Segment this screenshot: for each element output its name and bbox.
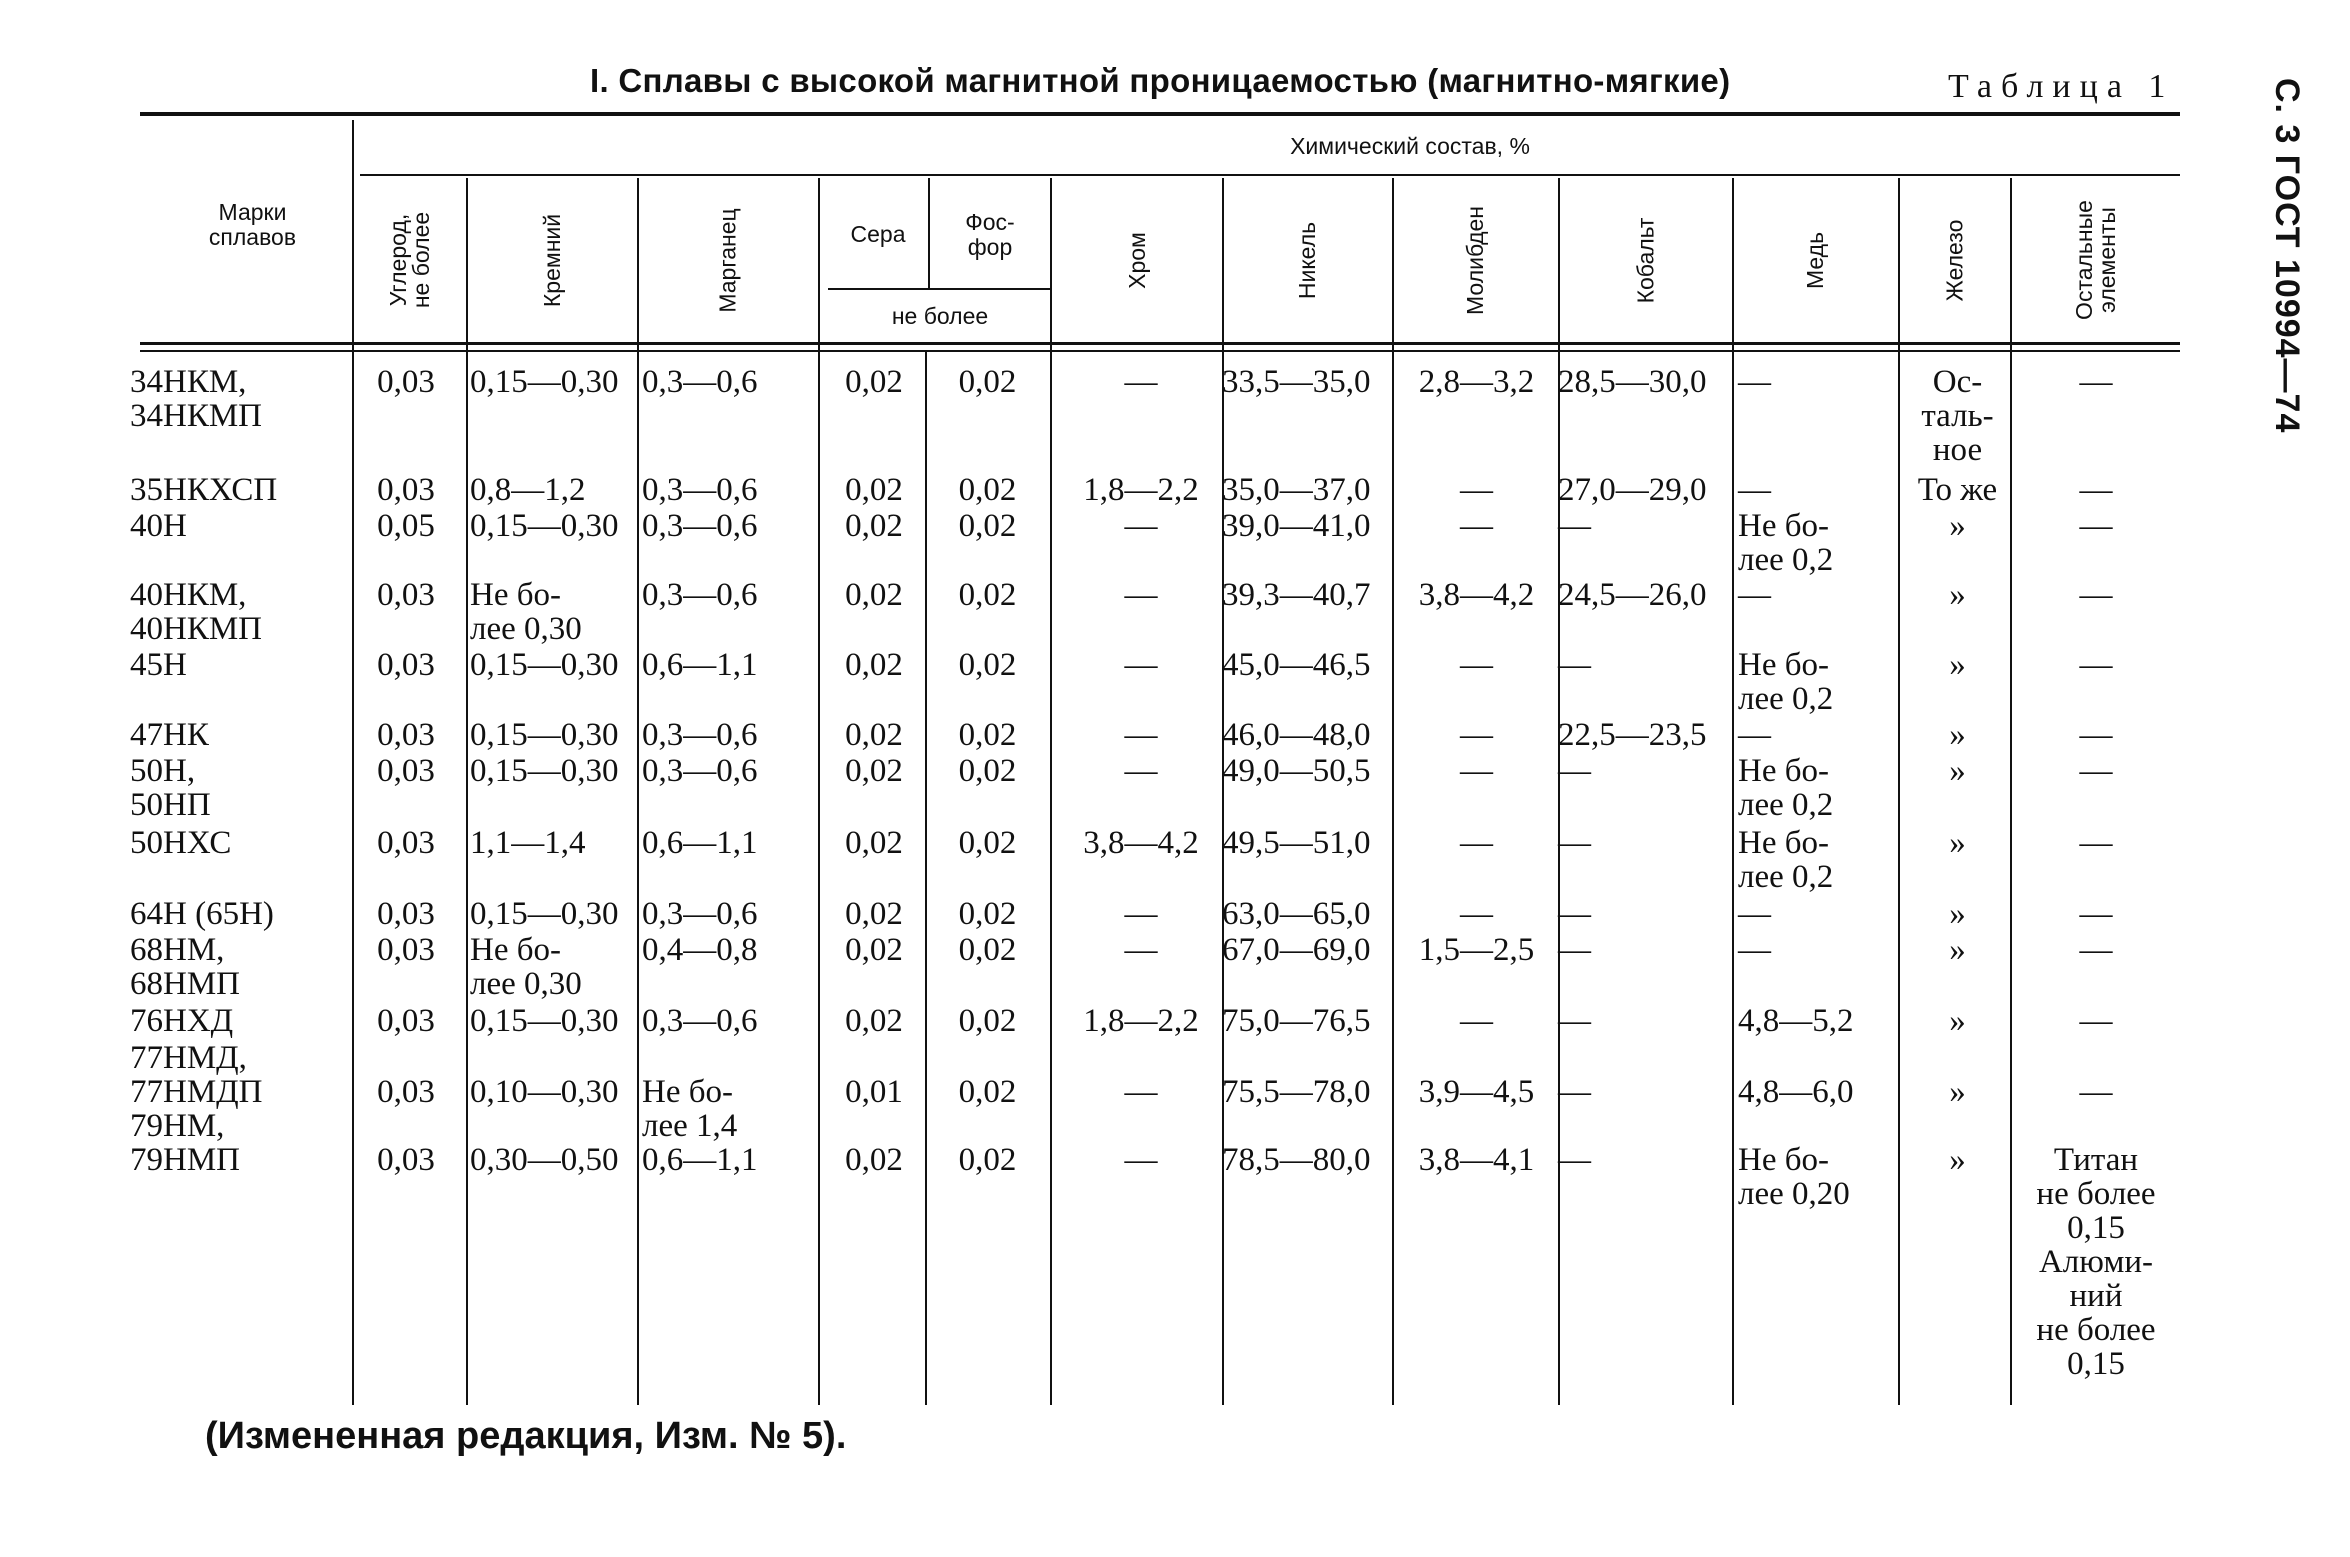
column-divider — [466, 178, 468, 1405]
header-molybdenum: Молибден — [1462, 205, 1489, 315]
grade-cell: 35НКХСП — [130, 472, 278, 508]
sulfur-cell: 0,02 — [845, 1003, 903, 1039]
other-elements-cell: — — [2079, 717, 2113, 753]
cobalt-cell: — — [1558, 1142, 1591, 1178]
chromium-cell: — — [1124, 577, 1158, 613]
header-nickel: Никель — [1294, 221, 1321, 299]
silicon-cell: 0,15—0,30 — [470, 364, 619, 400]
carbon-cell: 0,03 — [377, 647, 435, 683]
other-elements-cell: — — [2079, 825, 2113, 861]
silicon-cell: 0,15—0,30 — [470, 896, 619, 932]
header-bottom-rule — [140, 342, 2180, 345]
manganese-cell: 0,3—0,6 — [642, 717, 758, 753]
sulfur-cell: 0,02 — [845, 932, 903, 968]
grade-cell: 40Н — [130, 508, 187, 544]
copper-cell: — — [1738, 896, 1771, 932]
carbon-cell: 0,03 — [377, 896, 435, 932]
column-divider — [1558, 178, 1560, 1405]
chromium-cell: — — [1124, 932, 1158, 968]
nickel-cell: 63,0—65,0 — [1222, 896, 1371, 932]
sulfur-cell: 0,02 — [845, 825, 903, 861]
cobalt-cell: — — [1558, 1003, 1591, 1039]
iron-cell: » — [1949, 508, 1966, 544]
header-carbon: Углерод, не более — [384, 211, 434, 309]
standard-side-label: С. 3 ГОСТ 10994—74 — [2268, 78, 2306, 434]
nickel-cell: 75,0—76,5 — [1222, 1003, 1371, 1039]
header-chemical-composition: Химический состав, % — [1290, 133, 1530, 159]
sulfur-cell: 0,02 — [845, 896, 903, 932]
amendment-note: (Измененная редакция, Изм. № 5). — [205, 1415, 847, 1457]
silicon-cell: 0,15—0,30 — [470, 647, 619, 683]
chromium-cell: 3,8—4,2 — [1083, 825, 1199, 861]
phosphorus-cell: 0,02 — [958, 647, 1017, 683]
sulfur-cell: 0,02 — [845, 364, 903, 400]
nickel-cell: 49,5—51,0 — [1222, 825, 1371, 861]
chromium-cell: — — [1124, 364, 1158, 400]
copper-cell: Не бо- лее 0,2 — [1738, 647, 1834, 717]
other-elements-cell: — — [2079, 472, 2113, 508]
cobalt-cell: — — [1558, 647, 1591, 683]
grade-cell: 79НМ, 79НМП — [130, 1108, 241, 1178]
phosphorus-cell: 0,02 — [958, 1074, 1017, 1110]
other-elements-cell: — — [2079, 508, 2113, 544]
header-grade: Марки сплавов — [208, 199, 297, 250]
iron-cell: » — [1949, 1003, 1966, 1039]
grade-cell: 40НКМ, 40НКМП — [130, 577, 263, 647]
iron-cell: » — [1949, 1074, 1966, 1110]
copper-cell: — — [1738, 364, 1771, 400]
copper-cell: Не бо- лее 0,2 — [1738, 508, 1834, 578]
grade-cell: 50Н, 50НП — [130, 753, 211, 823]
sulfur-cell: 0,02 — [845, 472, 903, 508]
sulfur-phosphorus-rule — [828, 288, 1050, 290]
manganese-cell: 0,6—1,1 — [642, 825, 758, 861]
nickel-cell: 39,3—40,7 — [1222, 577, 1371, 613]
copper-cell: — — [1738, 577, 1771, 613]
phosphorus-cell: 0,02 — [958, 472, 1017, 508]
carbon-cell: 0,03 — [377, 364, 435, 400]
manganese-cell: 0,6—1,1 — [642, 647, 758, 683]
manganese-cell: 0,3—0,6 — [642, 753, 758, 789]
silicon-cell: 1,1—1,4 — [470, 825, 586, 861]
molybdenum-cell: — — [1460, 753, 1493, 789]
chromium-cell: — — [1124, 508, 1158, 544]
iron-cell: » — [1949, 647, 1966, 683]
manganese-cell: 0,3—0,6 — [642, 472, 758, 508]
carbon-cell: 0,03 — [377, 825, 435, 861]
manganese-cell: 0,3—0,6 — [642, 508, 758, 544]
iron-cell: » — [1949, 577, 1966, 613]
other-elements-cell: — — [2079, 364, 2113, 400]
header-phosphorus: Фос- фор — [965, 209, 1015, 260]
grade-cell: 34НКМ, 34НКМП — [130, 364, 263, 434]
grade-cell: 76НХД — [130, 1003, 234, 1039]
nickel-cell: 33,5—35,0 — [1222, 364, 1371, 400]
chromium-cell: — — [1124, 717, 1158, 753]
copper-cell: — — [1738, 717, 1771, 753]
column-divider — [1050, 178, 1052, 1405]
copper-cell: — — [1738, 472, 1771, 508]
section-title: I. Сплавы с высокой магнитной проницаемостью (магнитно-мягкие) — [590, 62, 1731, 99]
copper-cell: Не бо- лее 0,20 — [1738, 1142, 1850, 1212]
manganese-cell: 0,4—0,8 — [642, 932, 758, 968]
cobalt-cell: 22,5—23,5 — [1558, 717, 1707, 753]
nickel-cell: 49,0—50,5 — [1222, 753, 1371, 789]
grade-cell: 77НМД, 77НМДП — [130, 1040, 263, 1110]
header-silicon: Кремний — [538, 213, 565, 307]
other-elements-cell: — — [2079, 577, 2113, 613]
silicon-cell: 0,8—1,2 — [470, 472, 586, 508]
column-divider — [818, 178, 820, 1405]
silicon-cell: 0,15—0,30 — [470, 753, 619, 789]
table-top-rule — [140, 112, 2180, 116]
table-label: Таблица 1 — [1948, 68, 2175, 105]
carbon-cell: 0,05 — [377, 508, 435, 544]
silicon-cell: 0,15—0,30 — [470, 1003, 619, 1039]
sulfur-cell: 0,02 — [845, 577, 903, 613]
carbon-cell: 0,03 — [377, 577, 435, 613]
header-copper: Медь — [1802, 231, 1829, 289]
chromium-cell: — — [1124, 1074, 1158, 1110]
other-elements-cell: — — [2079, 1003, 2113, 1039]
other-elements-cell: — — [2079, 753, 2113, 789]
chromium-cell: — — [1124, 896, 1158, 932]
header-other-elements: Остальные элементы — [2070, 200, 2120, 320]
grade-cell: 45Н — [130, 647, 187, 683]
cobalt-cell: — — [1558, 1074, 1591, 1110]
molybdenum-cell: — — [1460, 472, 1493, 508]
column-divider — [1732, 178, 1734, 1405]
carbon-cell: 0,03 — [377, 472, 435, 508]
sulfur-cell: 0,01 — [845, 1074, 903, 1110]
phosphorus-cell: 0,02 — [958, 508, 1017, 544]
cobalt-cell: — — [1558, 932, 1591, 968]
molybdenum-cell: 2,8—3,2 — [1418, 364, 1535, 400]
other-elements-cell: — — [2079, 647, 2113, 683]
silicon-cell: 0,30—0,50 — [470, 1142, 619, 1178]
header-iron: Железо — [1941, 219, 1968, 301]
carbon-cell: 0,03 — [377, 1142, 435, 1178]
cobalt-cell: — — [1558, 896, 1591, 932]
copper-cell: 4,8—5,2 — [1738, 1003, 1854, 1039]
iron-cell: » — [1949, 896, 1966, 932]
carbon-cell: 0,03 — [377, 717, 435, 753]
grade-cell: 47НК — [130, 717, 209, 753]
silicon-cell: 0,10—0,30 — [470, 1074, 619, 1110]
column-divider — [637, 178, 639, 1405]
column-divider — [1222, 178, 1224, 1405]
copper-cell: 4,8—6,0 — [1738, 1074, 1854, 1110]
molybdenum-cell: — — [1460, 508, 1493, 544]
manganese-cell: 0,3—0,6 — [642, 896, 758, 932]
molybdenum-cell: 1,5—2,5 — [1418, 932, 1535, 968]
manganese-cell: Не бо- лее 1,4 — [642, 1074, 738, 1144]
copper-cell: — — [1738, 932, 1771, 968]
copper-cell: Не бо- лее 0,2 — [1738, 825, 1834, 895]
phosphorus-cell: 0,02 — [958, 1142, 1017, 1178]
iron-cell: » — [1949, 717, 1966, 753]
silicon-cell: Не бо- лее 0,30 — [470, 932, 582, 1002]
nickel-cell: 46,0—48,0 — [1222, 717, 1371, 753]
chromium-cell: 1,8—2,2 — [1083, 1003, 1199, 1039]
sulfur-cell: 0,02 — [845, 508, 903, 544]
phosphorus-cell: 0,02 — [958, 364, 1017, 400]
header-not-more: не более — [891, 303, 989, 329]
manganese-cell: 0,6—1,1 — [642, 1142, 758, 1178]
nickel-cell: 75,5—78,0 — [1222, 1074, 1371, 1110]
nickel-cell: 45,0—46,5 — [1222, 647, 1371, 683]
copper-cell: Не бо- лее 0,2 — [1738, 753, 1834, 823]
molybdenum-cell: — — [1460, 1003, 1493, 1039]
nickel-cell: 39,0—41,0 — [1222, 508, 1371, 544]
manganese-cell: 0,3—0,6 — [642, 364, 758, 400]
grade-cell: 68НМ, 68НМП — [130, 932, 241, 1002]
sulfur-cell: 0,02 — [845, 717, 903, 753]
iron-cell: Ос- таль- ное — [1921, 364, 1994, 468]
manganese-cell: 0,3—0,6 — [642, 1003, 758, 1039]
phosphorus-cell: 0,02 — [958, 577, 1017, 613]
sulfur-cell: 0,02 — [845, 647, 903, 683]
chromium-cell: — — [1124, 647, 1158, 683]
phosphorus-cell: 0,02 — [958, 825, 1017, 861]
silicon-cell: 0,15—0,30 — [470, 717, 619, 753]
molybdenum-cell: — — [1460, 825, 1493, 861]
nickel-cell: 78,5—80,0 — [1222, 1142, 1371, 1178]
header-chromium: Хром — [1123, 231, 1150, 289]
grade-cell: 50НХС — [130, 825, 232, 861]
sulfur-cell: 0,02 — [845, 753, 903, 789]
header-sulfur: Сера — [850, 221, 906, 247]
carbon-cell: 0,03 — [377, 1003, 435, 1039]
other-elements-cell: — — [2079, 1074, 2113, 1110]
phosphorus-cell: 0,02 — [958, 753, 1017, 789]
header-manganese: Марганец — [715, 207, 741, 313]
molybdenum-cell: 3,8—4,1 — [1418, 1142, 1535, 1178]
phosphorus-cell: 0,02 — [958, 896, 1017, 932]
cobalt-cell: 28,5—30,0 — [1558, 364, 1707, 400]
grade-cell: 64Н (65Н) — [130, 896, 274, 932]
cobalt-cell: — — [1558, 753, 1591, 789]
chromium-cell: — — [1124, 1142, 1158, 1178]
chem-group-rule — [360, 174, 2180, 176]
cobalt-cell: — — [1558, 508, 1591, 544]
other-elements-cell: Титан не более 0,15 Алюми- ний не более 0,15 — [2036, 1142, 2156, 1382]
header-cobalt: Кобальт — [1632, 217, 1659, 303]
phosphorus-cell: 0,02 — [958, 1003, 1017, 1039]
carbon-cell: 0,03 — [377, 753, 435, 789]
nickel-cell: 35,0—37,0 — [1222, 472, 1371, 508]
silicon-cell: Не бо- лее 0,30 — [470, 577, 582, 647]
molybdenum-cell: 3,9—4,5 — [1418, 1074, 1535, 1110]
chromium-cell: 1,8—2,2 — [1083, 472, 1199, 508]
cobalt-cell: — — [1558, 825, 1591, 861]
iron-cell: » — [1949, 753, 1966, 789]
column-divider — [1392, 178, 1394, 1405]
molybdenum-cell: — — [1460, 717, 1493, 753]
chromium-cell: — — [1124, 753, 1158, 789]
silicon-cell: 0,15—0,30 — [470, 508, 619, 544]
carbon-cell: 0,03 — [377, 932, 435, 968]
iron-cell: » — [1949, 1142, 1966, 1178]
molybdenum-cell: — — [1460, 647, 1493, 683]
molybdenum-cell: — — [1460, 896, 1493, 932]
phosphorus-cell: 0,02 — [958, 717, 1017, 753]
molybdenum-cell: 3,8—4,2 — [1418, 577, 1535, 613]
cobalt-cell: 24,5—26,0 — [1558, 577, 1707, 613]
phosphorus-cell: 0,02 — [958, 932, 1017, 968]
iron-cell: » — [1949, 825, 1966, 861]
cobalt-cell: 27,0—29,0 — [1558, 472, 1707, 508]
other-elements-cell: — — [2079, 932, 2113, 968]
nickel-cell: 67,0—69,0 — [1222, 932, 1371, 968]
carbon-cell: 0,03 — [377, 1074, 435, 1110]
manganese-cell: 0,3—0,6 — [642, 577, 758, 613]
sulfur-cell: 0,02 — [845, 1142, 903, 1178]
other-elements-cell: — — [2079, 896, 2113, 932]
iron-cell: То же — [1917, 472, 1998, 508]
iron-cell: » — [1949, 932, 1966, 968]
header-bottom-rule-2 — [140, 350, 2180, 352]
